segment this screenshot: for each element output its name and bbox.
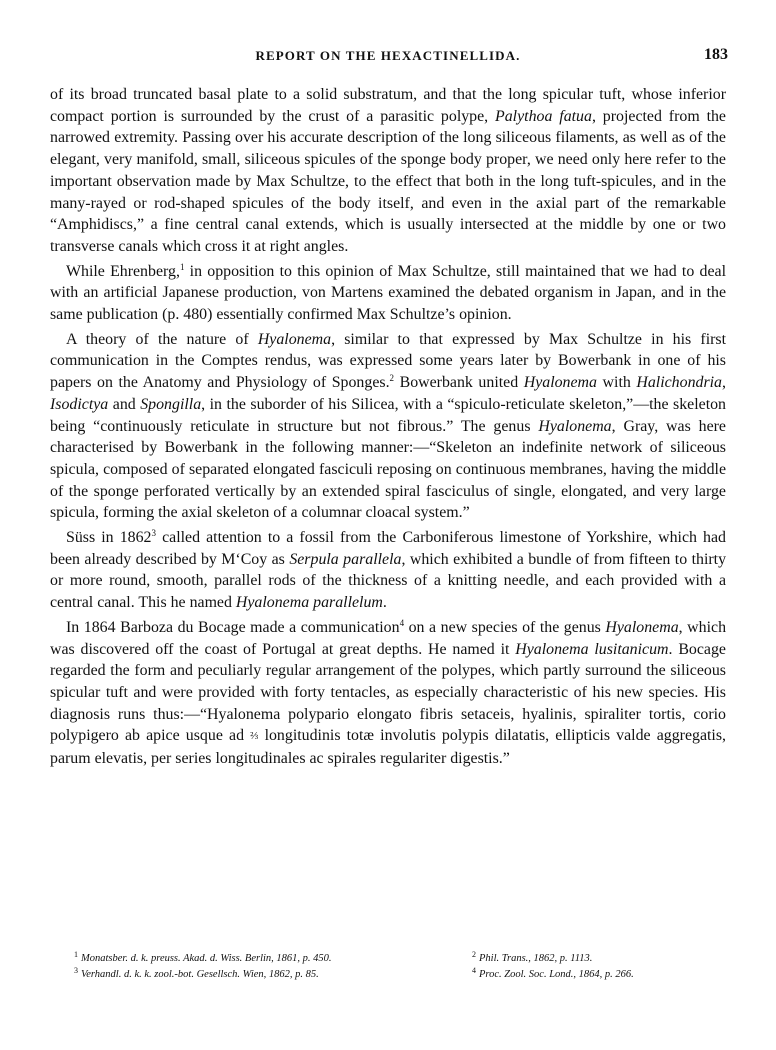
page-number: 183	[704, 46, 728, 63]
text-run: longitudinis totæ involutis polypis dilatatis, ellipticis valde aggregatis, parum elevatis, per series longitudinales ac spirales regulariter digestis.”	[50, 727, 726, 768]
footnote-text: Phil. Trans., 1862, p. 1113.	[479, 953, 593, 964]
footnote-reference: 2	[389, 373, 395, 384]
paragraph	[50, 84, 726, 258]
body-text	[50, 84, 726, 770]
italic-text: Hyalonema	[257, 330, 332, 348]
italic-text: Hyalonema	[605, 618, 679, 636]
text-run: , in the suborder of his Silicea, with a “spiculo-reticulate skeleton,”—the skeleton being “continuously reticulate in structure but not fibrous.” The genus	[50, 395, 726, 435]
running-title: REPORT ON THE HEXACTINELLIDA.	[255, 48, 521, 63]
text-run: ,	[722, 374, 726, 392]
italic-text: Hyalonema	[523, 374, 597, 392]
paragraph	[50, 261, 726, 326]
text-run: called attention to a fossil from the Carboniferous limestone of Yorkshire, which had been already described by M‘Coy as	[50, 529, 726, 568]
text-run: with	[596, 374, 637, 392]
italic-text: Serpula parallela	[289, 550, 402, 568]
footnote-text: Proc. Zool. Soc. Lond., 1864, p. 266.	[479, 969, 634, 980]
paragraph	[50, 617, 726, 770]
fraction: ⅔	[250, 730, 259, 743]
footnote-reference: 1	[179, 261, 185, 272]
footnote-marker: 1	[74, 950, 78, 959]
footnote-marker: 2	[472, 950, 476, 959]
text-run: While Ehrenberg,	[66, 262, 180, 280]
footnote-reference: 3	[151, 528, 156, 539]
text-run: Süss in 1862	[66, 529, 152, 547]
paragraph	[50, 527, 726, 614]
footnote-4	[472, 963, 634, 983]
text-run: , Gray, was here characterised by Bowerbank in the following manner:—“Skeleton an indefinite network of siliceous spicula, composed of separated elongated fasciculi reposing on continuous membranes, having the middle of the sponge perforated vertically by an extended spiral fasciculus of single, elongated, and very large spicula, forming the axial skeleton of a columnar cloacal system.”	[50, 417, 726, 522]
italic-text: Spongilla	[140, 395, 202, 413]
paragraph	[50, 329, 726, 524]
text-run: . Bocage regarded the form and peculiarly regular arrangement of the polypes, which partly surround the siliceous spicular tuft and were provided with forty tentacles, as especially characteristic of his new species. His diagnosis runs thus:—“Hyalonema polypario elongato fibris setaceis, hyalinis, spiraliter tortis, corio polypigero ab apice usque ad	[50, 640, 726, 745]
footnotes	[74, 947, 714, 979]
footnote-text: Monatsber. d. k. preuss. Akad. d. Wiss. Berlin, 1861, p. 450.	[81, 953, 332, 964]
text-run: , similar to that expressed by Max Schultze in his first communication in the Comptes rendus, was expressed some years later by Bowerbank in one of his papers on the Anatomy and Physiology of Sponges.	[50, 330, 726, 392]
italic-text: Halichondria	[636, 374, 723, 392]
italic-text: Palythoa fatua	[495, 107, 592, 125]
text-run: .	[382, 594, 387, 612]
footnote-marker: 3	[74, 966, 78, 975]
text-run: , projected from the narrowed extremity. Passing over his accurate description of the long siliceous filaments, as well as of the elegant, very manifold, small, siliceous spicules of the sponge body proper, we need only here refer to the important observation made by Max Schultze, to the effect that both in the long tuft-spicules, and in the many-rayed or rod-shaped spicules of the body itself, and even in the axial part of the remarkable “Amphidiscs,” a fine central canal extends, which is usually intersected at the middle by one or two transverse canals which cross it at right angles.	[50, 107, 726, 255]
footnote-3	[74, 963, 319, 983]
footnote-row	[74, 947, 714, 963]
page-header	[48, 48, 728, 68]
italic-text: Isodictya	[50, 395, 109, 413]
text-run: Bowerbank united	[394, 374, 524, 392]
footnote-reference: 4	[399, 617, 405, 628]
footnote-marker: 4	[472, 966, 476, 975]
text-run: of its broad truncated basal plate to a solid substratum, and that the long spicular tuft, whose inferior compact portion is surrounded by the crust of a parasitic polype,	[50, 86, 726, 125]
italic-text: Hyalonema lusitanicum	[515, 640, 669, 658]
italic-text: Hyalonema	[538, 417, 612, 435]
text-run: on a new species of the genus	[404, 618, 606, 636]
footnote-row	[74, 963, 714, 979]
text-run: , which was discovered off the coast of Portugal at great depths. He named it	[50, 618, 727, 658]
footnote-text: Verhandl. d. k. k. zool.-bot. Gesellsch. Wien, 1862, p. 85.	[81, 969, 319, 980]
text-run: , which exhibited a bundle of from fifteen to thirty or more round, smooth, parallel rods of the thickness of a knitting needle, and each provided with a central canal. This he named	[50, 550, 727, 612]
text-run: in opposition to this opinion of Max Schultze, still maintained that we had to deal with an artificial Japanese production, von Martens examined the debated organism in Japan, and in the same publication (p. 480) essentially confirmed Max Schultze’s opinion.	[50, 262, 726, 324]
text-run: and	[108, 395, 141, 413]
text-run: In 1864 Barboza du Bocage made a communication	[66, 618, 400, 636]
italic-text: Hyalonema parallelum	[235, 594, 383, 612]
text-run: A theory of the nature of	[66, 330, 258, 348]
